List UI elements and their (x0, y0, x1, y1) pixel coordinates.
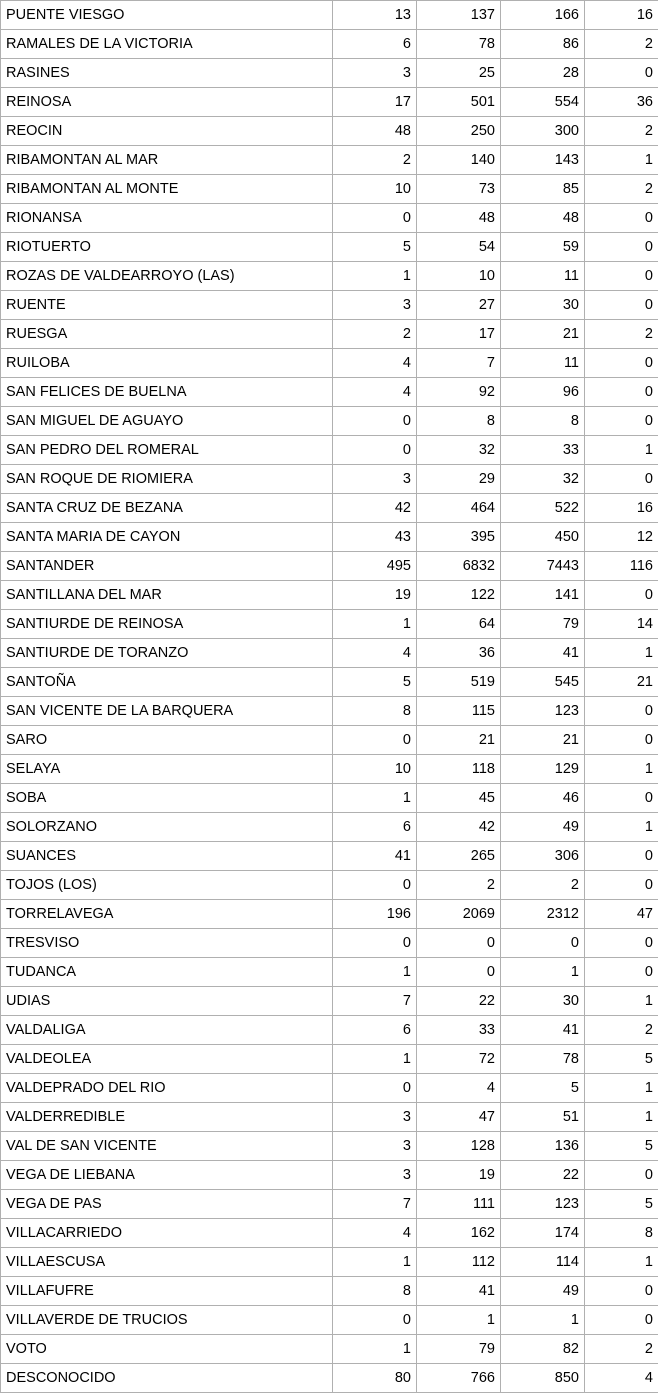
cell-value-4: 12 (585, 523, 658, 552)
cell-value-3: 123 (501, 697, 585, 726)
cell-value-4: 0 (585, 958, 658, 987)
cell-value-1: 3 (333, 1132, 417, 1161)
cell-value-4: 2 (585, 117, 658, 146)
table-row (1, 175, 658, 204)
cell-value-3: 136 (501, 1132, 585, 1161)
cell-municipality-name: RUENTE (1, 291, 333, 320)
cell-value-2: 41 (417, 1277, 501, 1306)
cell-value-3: 22 (501, 1161, 585, 1190)
cell-value-2: 2069 (417, 900, 501, 929)
cell-value-4: 5 (585, 1132, 658, 1161)
table-body (1, 1, 658, 1393)
cell-value-3: 1 (501, 1306, 585, 1335)
table-row (1, 523, 658, 552)
cell-value-4: 0 (585, 697, 658, 726)
table-row (1, 900, 658, 929)
table-row (1, 697, 658, 726)
table-row (1, 1161, 658, 1190)
cell-value-2: 78 (417, 30, 501, 59)
cell-municipality-name: SARO (1, 726, 333, 755)
cell-municipality-name: VAL DE SAN VICENTE (1, 1132, 333, 1161)
cell-value-3: 59 (501, 233, 585, 262)
cell-value-1: 3 (333, 1161, 417, 1190)
cell-value-1: 4 (333, 378, 417, 407)
cell-value-3: 49 (501, 1277, 585, 1306)
table-row (1, 1364, 658, 1393)
table-row (1, 784, 658, 813)
table-row (1, 726, 658, 755)
cell-value-2: 265 (417, 842, 501, 871)
table-row (1, 436, 658, 465)
table-row (1, 668, 658, 697)
cell-value-1: 3 (333, 291, 417, 320)
table-row (1, 59, 658, 88)
cell-value-3: 7443 (501, 552, 585, 581)
cell-value-4: 36 (585, 88, 658, 117)
cell-value-1: 1 (333, 1045, 417, 1074)
cell-municipality-name: TOJOS (LOS) (1, 871, 333, 900)
cell-value-4: 16 (585, 494, 658, 523)
cell-value-3: 82 (501, 1335, 585, 1364)
cell-municipality-name: REINOSA (1, 88, 333, 117)
table-row (1, 349, 658, 378)
table-row (1, 842, 658, 871)
cell-value-4: 5 (585, 1045, 658, 1074)
cell-municipality-name: SANTA CRUZ DE BEZANA (1, 494, 333, 523)
cell-value-2: 22 (417, 987, 501, 1016)
cell-value-4: 1 (585, 1074, 658, 1103)
cell-value-1: 5 (333, 668, 417, 697)
cell-value-1: 6 (333, 30, 417, 59)
cell-value-1: 1 (333, 1248, 417, 1277)
table-row (1, 581, 658, 610)
table-row (1, 1248, 658, 1277)
cell-value-1: 10 (333, 175, 417, 204)
cell-value-1: 6 (333, 813, 417, 842)
cell-value-3: 123 (501, 1190, 585, 1219)
cell-value-2: 33 (417, 1016, 501, 1045)
cell-value-2: 8 (417, 407, 501, 436)
table-row (1, 1132, 658, 1161)
cell-value-4: 0 (585, 726, 658, 755)
cell-municipality-name: VILLAFUFRE (1, 1277, 333, 1306)
cell-municipality-name: TUDANCA (1, 958, 333, 987)
cell-value-2: 29 (417, 465, 501, 494)
table-row (1, 1, 658, 30)
cell-value-1: 5 (333, 233, 417, 262)
cell-value-3: 48 (501, 204, 585, 233)
cell-value-4: 14 (585, 610, 658, 639)
cell-value-2: 2 (417, 871, 501, 900)
table-row (1, 262, 658, 291)
cell-municipality-name: RIBAMONTAN AL MAR (1, 146, 333, 175)
cell-municipality-name: TRESVISO (1, 929, 333, 958)
cell-value-2: 27 (417, 291, 501, 320)
cell-value-1: 1 (333, 784, 417, 813)
cell-value-1: 0 (333, 407, 417, 436)
cell-value-3: 51 (501, 1103, 585, 1132)
cell-value-2: 0 (417, 958, 501, 987)
cell-municipality-name: VILLACARRIEDO (1, 1219, 333, 1248)
table-row (1, 233, 658, 262)
cell-value-4: 0 (585, 842, 658, 871)
cell-value-4: 1 (585, 755, 658, 784)
table-row (1, 552, 658, 581)
table-row (1, 204, 658, 233)
cell-municipality-name: VALDALIGA (1, 1016, 333, 1045)
cell-municipality-name: TORRELAVEGA (1, 900, 333, 929)
cell-value-2: 32 (417, 436, 501, 465)
cell-municipality-name: SAN PEDRO DEL ROMERAL (1, 436, 333, 465)
cell-value-3: 522 (501, 494, 585, 523)
table-row (1, 291, 658, 320)
cell-municipality-name: SOBA (1, 784, 333, 813)
table-row (1, 639, 658, 668)
cell-municipality-name: VOTO (1, 1335, 333, 1364)
cell-municipality-name: SANTILLANA DEL MAR (1, 581, 333, 610)
cell-value-1: 0 (333, 871, 417, 900)
cell-municipality-name: SELAYA (1, 755, 333, 784)
table-row (1, 1219, 658, 1248)
cell-value-2: 92 (417, 378, 501, 407)
cell-value-3: 78 (501, 1045, 585, 1074)
table-row (1, 1045, 658, 1074)
cell-value-3: 21 (501, 726, 585, 755)
cell-value-1: 43 (333, 523, 417, 552)
cell-value-2: 6832 (417, 552, 501, 581)
cell-value-2: 1 (417, 1306, 501, 1335)
cell-value-2: 21 (417, 726, 501, 755)
cell-value-3: 174 (501, 1219, 585, 1248)
cell-value-3: 1 (501, 958, 585, 987)
cell-value-2: 73 (417, 175, 501, 204)
cell-value-1: 2 (333, 320, 417, 349)
cell-value-1: 8 (333, 1277, 417, 1306)
cell-value-1: 3 (333, 1103, 417, 1132)
table-row (1, 407, 658, 436)
cell-value-4: 21 (585, 668, 658, 697)
cell-value-3: 450 (501, 523, 585, 552)
cell-value-1: 6 (333, 1016, 417, 1045)
cell-value-4: 1 (585, 987, 658, 1016)
cell-value-3: 5 (501, 1074, 585, 1103)
table-row (1, 958, 658, 987)
cell-value-4: 0 (585, 1277, 658, 1306)
cell-value-4: 2 (585, 1016, 658, 1045)
cell-value-2: 42 (417, 813, 501, 842)
cell-value-1: 41 (333, 842, 417, 871)
cell-value-1: 1 (333, 958, 417, 987)
cell-value-2: 395 (417, 523, 501, 552)
cell-municipality-name: SANTIURDE DE TORANZO (1, 639, 333, 668)
cell-value-2: 64 (417, 610, 501, 639)
table-row (1, 146, 658, 175)
cell-municipality-name: UDIAS (1, 987, 333, 1016)
cell-value-3: 11 (501, 349, 585, 378)
cell-value-1: 1 (333, 610, 417, 639)
cell-value-4: 2 (585, 30, 658, 59)
table-row (1, 465, 658, 494)
table-row (1, 1016, 658, 1045)
cell-value-1: 48 (333, 117, 417, 146)
cell-value-2: 118 (417, 755, 501, 784)
cell-municipality-name: VALDERREDIBLE (1, 1103, 333, 1132)
cell-value-1: 19 (333, 581, 417, 610)
cell-municipality-name: SUANCES (1, 842, 333, 871)
cell-value-1: 13 (333, 1, 417, 30)
table-row (1, 1103, 658, 1132)
cell-value-1: 0 (333, 929, 417, 958)
cell-value-4: 1 (585, 813, 658, 842)
cell-municipality-name: SAN MIGUEL DE AGUAYO (1, 407, 333, 436)
cell-value-3: 28 (501, 59, 585, 88)
cell-value-2: 48 (417, 204, 501, 233)
cell-value-2: 19 (417, 1161, 501, 1190)
table-row (1, 987, 658, 1016)
cell-value-1: 4 (333, 639, 417, 668)
cell-value-3: 33 (501, 436, 585, 465)
cell-value-4: 0 (585, 378, 658, 407)
cell-value-2: 519 (417, 668, 501, 697)
cell-value-3: 2312 (501, 900, 585, 929)
table-row (1, 1306, 658, 1335)
cell-value-2: 79 (417, 1335, 501, 1364)
cell-value-2: 128 (417, 1132, 501, 1161)
cell-value-3: 41 (501, 1016, 585, 1045)
cell-value-1: 7 (333, 1190, 417, 1219)
cell-value-4: 0 (585, 349, 658, 378)
cell-value-4: 47 (585, 900, 658, 929)
cell-value-3: 21 (501, 320, 585, 349)
table-row (1, 610, 658, 639)
table-row (1, 871, 658, 900)
cell-municipality-name: VEGA DE LIEBANA (1, 1161, 333, 1190)
cell-value-1: 2 (333, 146, 417, 175)
cell-value-2: 45 (417, 784, 501, 813)
cell-value-3: 79 (501, 610, 585, 639)
cell-municipality-name: DESCONOCIDO (1, 1364, 333, 1393)
cell-municipality-name: SAN ROQUE DE RIOMIERA (1, 465, 333, 494)
cell-value-3: 850 (501, 1364, 585, 1393)
cell-value-1: 80 (333, 1364, 417, 1393)
table-row (1, 494, 658, 523)
cell-value-3: 96 (501, 378, 585, 407)
cell-municipality-name: SAN VICENTE DE LA BARQUERA (1, 697, 333, 726)
cell-value-2: 54 (417, 233, 501, 262)
cell-value-4: 0 (585, 784, 658, 813)
table-row (1, 378, 658, 407)
cell-value-3: 554 (501, 88, 585, 117)
cell-value-2: 47 (417, 1103, 501, 1132)
cell-value-4: 0 (585, 1161, 658, 1190)
cell-municipality-name: SANTIURDE DE REINOSA (1, 610, 333, 639)
cell-value-1: 1 (333, 262, 417, 291)
cell-value-2: 766 (417, 1364, 501, 1393)
cell-municipality-name: VILLAVERDE DE TRUCIOS (1, 1306, 333, 1335)
cell-value-3: 30 (501, 987, 585, 1016)
cell-value-2: 137 (417, 1, 501, 30)
table-row (1, 1190, 658, 1219)
cell-municipality-name: SANTOÑA (1, 668, 333, 697)
cell-value-2: 112 (417, 1248, 501, 1277)
table-row (1, 929, 658, 958)
table-row (1, 813, 658, 842)
cell-value-4: 1 (585, 639, 658, 668)
cell-value-2: 7 (417, 349, 501, 378)
cell-value-3: 8 (501, 407, 585, 436)
cell-value-4: 1 (585, 1248, 658, 1277)
cell-value-1: 0 (333, 1306, 417, 1335)
cell-municipality-name: VALDEOLEA (1, 1045, 333, 1074)
cell-value-4: 0 (585, 291, 658, 320)
cell-value-2: 10 (417, 262, 501, 291)
cell-value-1: 4 (333, 349, 417, 378)
cell-municipality-name: SANTANDER (1, 552, 333, 581)
cell-municipality-name: RIBAMONTAN AL MONTE (1, 175, 333, 204)
cell-value-4: 0 (585, 871, 658, 900)
table-row (1, 88, 658, 117)
cell-value-1: 8 (333, 697, 417, 726)
cell-municipality-name: RUESGA (1, 320, 333, 349)
cell-value-4: 5 (585, 1190, 658, 1219)
cell-value-2: 140 (417, 146, 501, 175)
cell-value-3: 0 (501, 929, 585, 958)
cell-value-3: 545 (501, 668, 585, 697)
cell-municipality-name: RASINES (1, 59, 333, 88)
cell-municipality-name: PUENTE VIESGO (1, 1, 333, 30)
cell-value-4: 0 (585, 1306, 658, 1335)
cell-municipality-name: RIONANSA (1, 204, 333, 233)
cell-value-4: 4 (585, 1364, 658, 1393)
cell-municipality-name: VEGA DE PAS (1, 1190, 333, 1219)
cell-value-1: 0 (333, 726, 417, 755)
cell-value-2: 501 (417, 88, 501, 117)
cell-value-3: 86 (501, 30, 585, 59)
table-row (1, 755, 658, 784)
cell-value-3: 41 (501, 639, 585, 668)
cell-value-3: 46 (501, 784, 585, 813)
cell-value-4: 2 (585, 1335, 658, 1364)
cell-value-4: 0 (585, 407, 658, 436)
cell-value-2: 122 (417, 581, 501, 610)
cell-value-3: 166 (501, 1, 585, 30)
cell-municipality-name: REOCIN (1, 117, 333, 146)
cell-value-3: 114 (501, 1248, 585, 1277)
cell-value-3: 141 (501, 581, 585, 610)
cell-value-3: 2 (501, 871, 585, 900)
cell-value-4: 1 (585, 146, 658, 175)
cell-value-4: 0 (585, 465, 658, 494)
cell-value-2: 4 (417, 1074, 501, 1103)
cell-value-3: 32 (501, 465, 585, 494)
cell-value-1: 495 (333, 552, 417, 581)
table-row (1, 1277, 658, 1306)
cell-value-1: 0 (333, 1074, 417, 1103)
cell-value-1: 4 (333, 1219, 417, 1248)
table-row (1, 30, 658, 59)
cell-value-4: 0 (585, 262, 658, 291)
cell-municipality-name: ROZAS DE VALDEARROYO (LAS) (1, 262, 333, 291)
cell-value-4: 0 (585, 59, 658, 88)
cell-value-3: 306 (501, 842, 585, 871)
cell-value-2: 25 (417, 59, 501, 88)
cell-municipality-name: SOLORZANO (1, 813, 333, 842)
cell-value-4: 116 (585, 552, 658, 581)
cell-value-1: 0 (333, 204, 417, 233)
cell-value-2: 464 (417, 494, 501, 523)
cell-value-4: 0 (585, 581, 658, 610)
cell-municipality-name: RAMALES DE LA VICTORIA (1, 30, 333, 59)
cell-value-1: 10 (333, 755, 417, 784)
cell-municipality-name: SANTA MARIA DE CAYON (1, 523, 333, 552)
cell-value-3: 300 (501, 117, 585, 146)
cell-municipality-name: RIOTUERTO (1, 233, 333, 262)
cell-value-4: 2 (585, 175, 658, 204)
cell-value-1: 7 (333, 987, 417, 1016)
cell-value-2: 162 (417, 1219, 501, 1248)
cell-value-4: 0 (585, 204, 658, 233)
cell-municipality-name: RUILOBA (1, 349, 333, 378)
cell-value-2: 17 (417, 320, 501, 349)
cell-value-2: 72 (417, 1045, 501, 1074)
cell-value-1: 196 (333, 900, 417, 929)
cell-value-2: 36 (417, 639, 501, 668)
cell-value-4: 2 (585, 320, 658, 349)
cell-value-3: 143 (501, 146, 585, 175)
cell-value-3: 49 (501, 813, 585, 842)
table-row (1, 117, 658, 146)
cell-value-1: 0 (333, 436, 417, 465)
cell-value-2: 0 (417, 929, 501, 958)
cell-value-3: 11 (501, 262, 585, 291)
cell-value-4: 16 (585, 1, 658, 30)
cell-value-4: 0 (585, 929, 658, 958)
table-row (1, 320, 658, 349)
cell-value-1: 3 (333, 59, 417, 88)
cell-value-2: 250 (417, 117, 501, 146)
cell-value-2: 115 (417, 697, 501, 726)
cell-value-1: 42 (333, 494, 417, 523)
cell-value-1: 17 (333, 88, 417, 117)
cell-value-4: 0 (585, 233, 658, 262)
cell-value-3: 85 (501, 175, 585, 204)
table-row (1, 1074, 658, 1103)
cell-value-3: 30 (501, 291, 585, 320)
cell-value-4: 8 (585, 1219, 658, 1248)
cell-value-1: 3 (333, 465, 417, 494)
cell-municipality-name: SAN FELICES DE BUELNA (1, 378, 333, 407)
cell-municipality-name: VALDEPRADO DEL RIO (1, 1074, 333, 1103)
table-row (1, 1335, 658, 1364)
cell-value-1: 1 (333, 1335, 417, 1364)
cell-value-2: 111 (417, 1190, 501, 1219)
cell-value-4: 1 (585, 1103, 658, 1132)
cell-municipality-name: VILLAESCUSA (1, 1248, 333, 1277)
cell-value-4: 1 (585, 436, 658, 465)
cell-value-3: 129 (501, 755, 585, 784)
